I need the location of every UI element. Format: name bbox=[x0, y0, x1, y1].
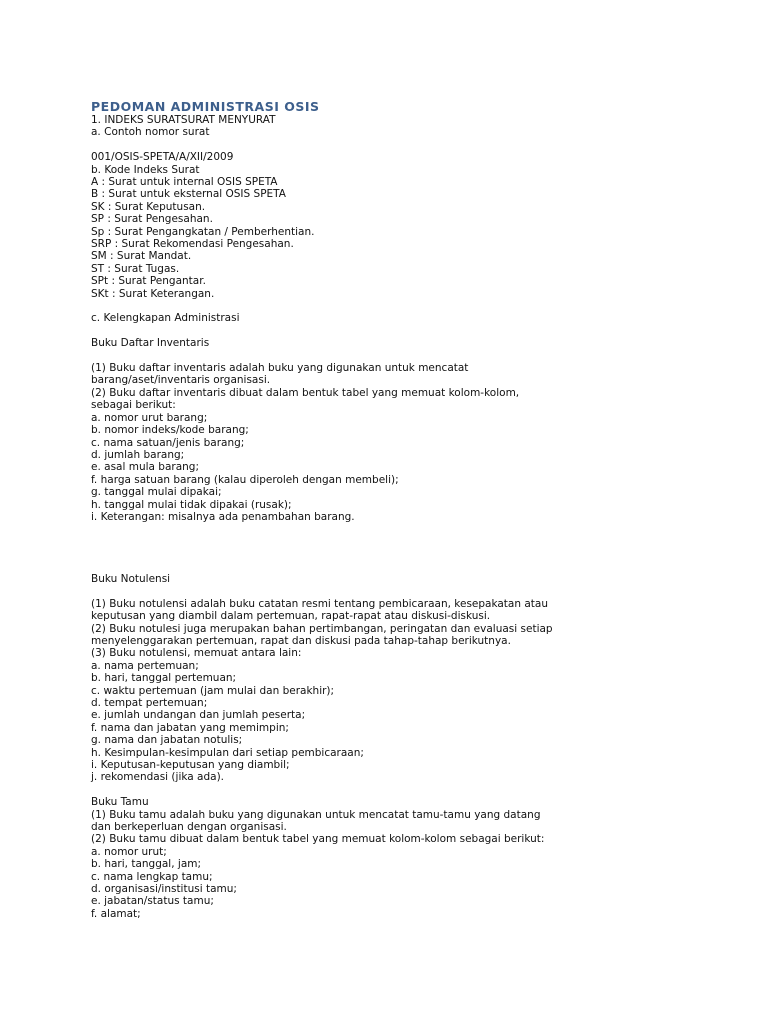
text-line: e. jabatan/status tamu; bbox=[91, 895, 214, 908]
text-line: 001/OSIS-SPETA/A/XII/2009 bbox=[91, 151, 234, 164]
blank-line bbox=[91, 325, 691, 337]
section-spacer bbox=[91, 523, 691, 573]
text-line: e. asal mula barang; bbox=[91, 461, 200, 474]
text-line: i. Keterangan: misalnya ada penambahan barang. bbox=[91, 510, 355, 523]
text-line: SPt : Surat Pengantar. bbox=[91, 275, 206, 288]
text-line: (1) Buku notulensi adalah buku catatan resmi tentang pembicaraan, kesepakatan atau bbox=[91, 597, 548, 610]
blank-line bbox=[91, 350, 691, 362]
text-line: c. waktu pertemuan (jam mulai dan berakhir); bbox=[91, 684, 335, 697]
text-line: f. nama dan jabatan yang memimpin; bbox=[91, 721, 289, 734]
text-line: (2) Buku tamu dibuat dalam bentuk tabel yang memuat kolom-kolom sebagai berikut: bbox=[91, 833, 545, 846]
text-line: i. Keputusan-keputusan yang diambil; bbox=[91, 759, 290, 772]
text-line: b. hari, tanggal, jam; bbox=[91, 858, 202, 871]
text-line: f. harga satuan barang (kalau diperoleh dengan membeli); bbox=[91, 473, 399, 486]
text-line: h. Kesimpulan-kesimpulan dari setiap pembicaraan; bbox=[91, 746, 364, 759]
blank-line bbox=[91, 300, 691, 312]
text-line: SKt : Surat Keterangan. bbox=[91, 287, 215, 300]
text-line: d. jumlah barang; bbox=[91, 448, 185, 461]
text-line: B : Surat untuk eksternal OSIS SPETA bbox=[91, 188, 286, 201]
text-line: keputusan yang diambil dalam pertemuan, rapat-rapat atau diskusi-diskusi. bbox=[91, 610, 491, 623]
text-line: SK : Surat Keputusan. bbox=[91, 200, 206, 213]
text-line: (2) Buku notulesi juga merupakan bahan pertimbangan, peringatan dan evaluasi setiap bbox=[91, 622, 553, 635]
text-line: a. Contoh nomor surat bbox=[91, 126, 210, 139]
blank-line bbox=[91, 139, 691, 151]
text-line: c. Kelengkapan Administrasi bbox=[91, 312, 240, 325]
text-line: a. nomor urut; bbox=[91, 845, 167, 858]
text-line: b. nomor indeks/kode barang; bbox=[91, 424, 249, 437]
text-line: menyelenggarakan pertemuan, rapat dan diskusi pada tahap-tahap berikutnya. bbox=[91, 634, 511, 647]
text-line: SP : Surat Pengesahan. bbox=[91, 213, 213, 226]
text-line: (1) Buku daftar inventaris adalah buku yang digunakan untuk mencatat bbox=[91, 362, 469, 375]
text-line: (1) Buku tamu adalah buku yang digunakan untuk mencatat tamu-tamu yang datang bbox=[91, 808, 541, 821]
text-line: d. tempat pertemuan; bbox=[91, 696, 208, 709]
document-text bbox=[91, 114, 691, 920]
text-line: a. nama pertemuan; bbox=[91, 659, 199, 672]
text-line: c. nama satuan/jenis barang; bbox=[91, 436, 245, 449]
text-line: d. organisasi/institusi tamu; bbox=[91, 883, 237, 896]
text-line: j. rekomendasi (jika ada). bbox=[91, 771, 225, 784]
text-line: SRP : Surat Rekomendasi Pengesahan. bbox=[91, 238, 294, 251]
text-line: (2) Buku daftar inventaris dibuat dalam bentuk tabel yang memuat kolom-kolom, bbox=[91, 386, 520, 399]
text-line: e. jumlah undangan dan jumlah peserta; bbox=[91, 709, 306, 722]
text-line: b. hari, tanggal pertemuan; bbox=[91, 672, 237, 685]
text-line: a. nomor urut barang; bbox=[91, 411, 208, 424]
blank-line bbox=[91, 784, 691, 796]
text-line: 1. INDEKS SURATSURAT MENYURAT bbox=[91, 114, 276, 126]
text-line: Buku Notulensi bbox=[91, 572, 171, 585]
text-line: Sp : Surat Pengangkatan / Pemberhentian. bbox=[91, 225, 315, 238]
text-line: c. nama lengkap tamu; bbox=[91, 870, 213, 883]
text-line: A : Surat untuk internal OSIS SPETA bbox=[91, 176, 278, 189]
text-line: f. alamat; bbox=[91, 907, 141, 920]
text-line: barang/aset/inventaris organisasi. bbox=[91, 374, 271, 387]
document-title: PEDOMAN ADMINISTRASI OSIS bbox=[91, 99, 320, 114]
text-line: h. tanggal mulai tidak dipakai (rusak); bbox=[91, 498, 292, 511]
blank-line bbox=[91, 585, 691, 597]
text-line: Buku Tamu bbox=[91, 796, 149, 809]
text-line: b. Kode Indeks Surat bbox=[91, 163, 200, 176]
text-line: Buku Daftar Inventaris bbox=[91, 337, 210, 350]
text-line: dan berkeperluan dengan organisasi. bbox=[91, 821, 287, 834]
document-body bbox=[91, 99, 691, 920]
text-line: g. tanggal mulai dipakai; bbox=[91, 486, 222, 499]
text-line: ST : Surat Tugas. bbox=[91, 262, 180, 275]
text-line: sebagai berikut: bbox=[91, 399, 176, 412]
text-line: SM : Surat Mandat. bbox=[91, 250, 192, 263]
text-line: (3) Buku notulensi, memuat antara lain: bbox=[91, 647, 302, 660]
text-line: g. nama dan jabatan notulis; bbox=[91, 734, 243, 747]
